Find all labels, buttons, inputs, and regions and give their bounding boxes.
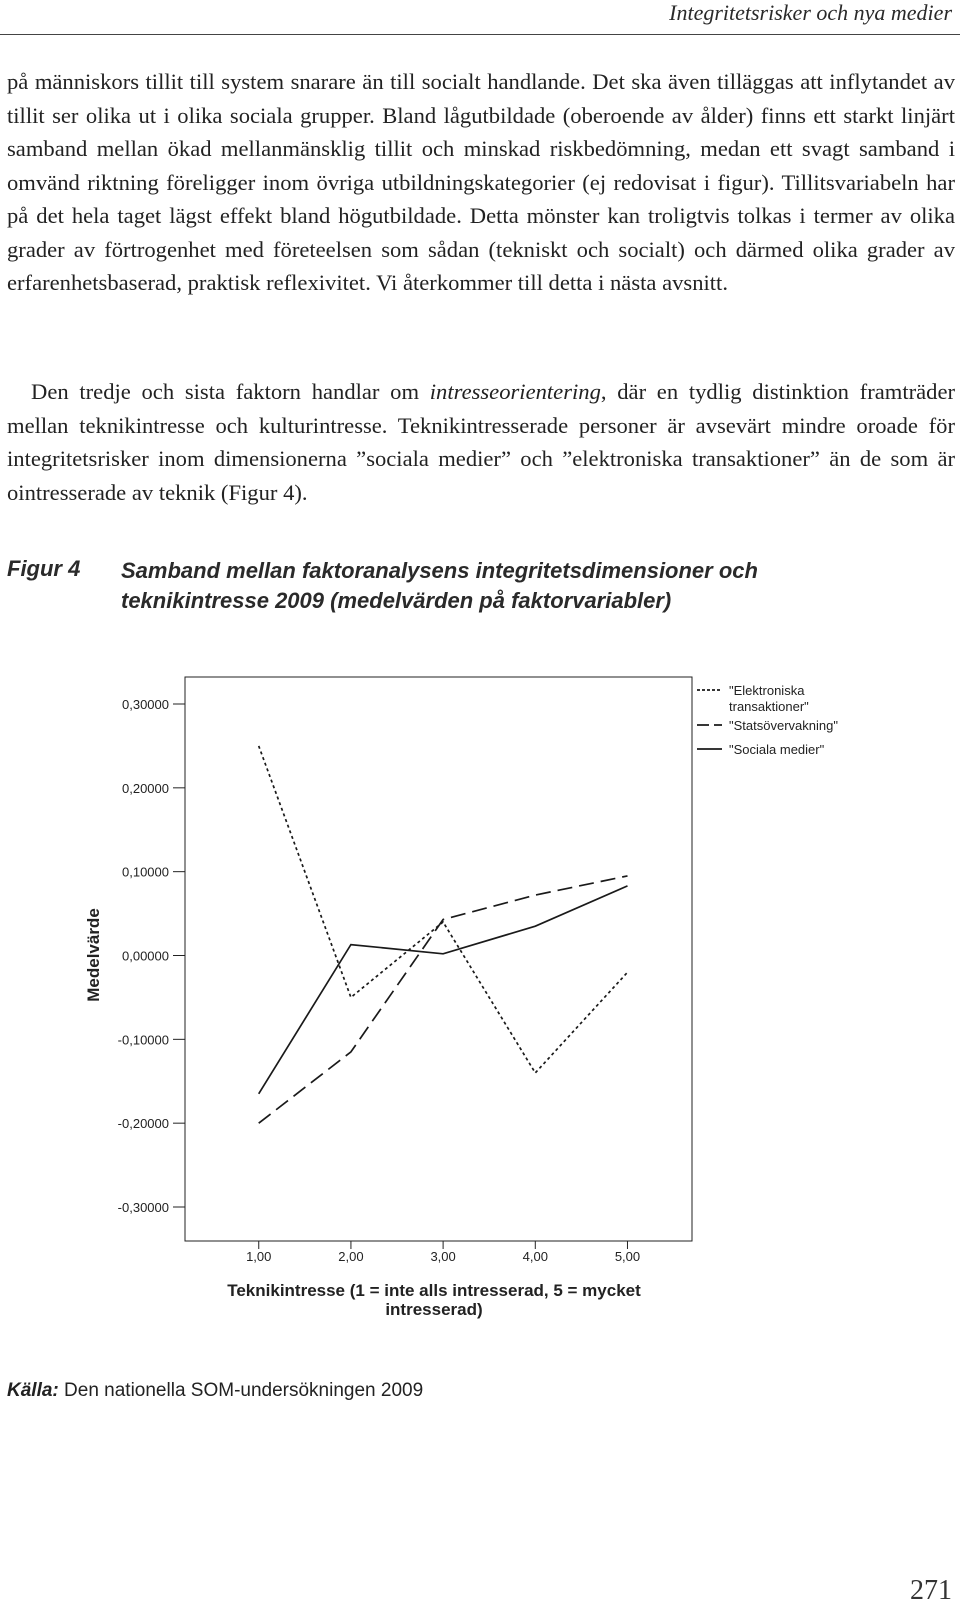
line-chart xyxy=(0,640,960,1370)
y-axis-label: Medelvärde xyxy=(84,908,103,1002)
legend-label: transaktioner" xyxy=(729,699,809,714)
legend-label: "Sociala medier" xyxy=(729,742,825,757)
source-text: Den nationella SOM-undersökningen 2009 xyxy=(58,1380,424,1401)
paragraph-2-start: Den tredje och sista faktorn handlar om xyxy=(31,379,430,404)
plot-area xyxy=(185,677,692,1241)
running-title: Integritetsrisker och nya medier xyxy=(669,0,952,25)
body-paragraph-1 xyxy=(7,65,955,300)
figure-label: Figur 4 xyxy=(7,556,81,581)
paragraph-2-emphasis: intresseorientering xyxy=(429,379,601,404)
paragraph-1-text: på människors tillit till system snarare än till socialt handlande. Det ska även tilläggas att inflytandet av tillit ser olika ut i olika sociala grupper. Bland lågutbildade (oberoende av ålder) finns ett starkt linjärt samband mellan ökad mellanmänsklig tillit och minskad riskbedömning, medan ett svagt samband i omvänd riktning föreligger inom övriga utbildningskategorier (ej redovisat i figur). Tillitsvariabeln har på det hela taget lägst effekt bland högutbildade. Detta mönster kan troligtvis tolkas i termer av olika grader av förtrogenhet med företeelsen som sådan (tekniskt och socialt) och därmed olika grader av erfarenhetsbaserad, praktisk reflexivitet. Vi återkommer till detta i nästa avsnitt. xyxy=(7,69,955,295)
page-number: 271 xyxy=(910,1575,952,1606)
y-tick-label: 0,20000 xyxy=(122,780,169,796)
y-tick-label: -0,20000 xyxy=(117,1116,169,1132)
y-tick-label: 0,30000 xyxy=(122,697,169,712)
x-tick-label: 1,00 xyxy=(246,1249,272,1264)
legend-label: "Elektroniska xyxy=(729,683,805,698)
y-tick-label: 0,00000 xyxy=(122,948,169,964)
x-tick-label: 4,00 xyxy=(522,1249,548,1264)
body-paragraph-2 xyxy=(7,375,955,509)
legend-label: "Statsövervakning" xyxy=(729,718,838,733)
source-label: Källa: xyxy=(7,1380,59,1401)
paragraph-2-end: , där en tydlig distinktion framträder mellan teknikintresse och kulturintresse. Teknikintresserade personer är avsevärt mindre oroade för integritetsrisker inom dimensionerna ”sociala medier” och ”elektroniska transaktioner” än de som är ointresserade av teknik (Figur 4). xyxy=(7,379,956,505)
x-tick-label: 5,00 xyxy=(614,1249,641,1264)
header-rule xyxy=(0,34,960,35)
source-note xyxy=(7,1380,423,1402)
x-tick-label: 2,00 xyxy=(338,1249,364,1264)
x-axis-label: Teknikintresse (1 = inte alls intresserad, 5 = mycket intresserad) xyxy=(227,1281,641,1319)
figure-title: Samband mellan faktoranalysens integritetsdimensioner och teknikintresse 2009 (medelvärden på faktorvariabler) xyxy=(121,558,758,613)
y-tick-label: -0,30000 xyxy=(117,1200,169,1215)
x-tick-label: 3,00 xyxy=(430,1249,456,1264)
y-tick-label: -0,10000 xyxy=(117,1032,169,1048)
y-tick-label: 0,10000 xyxy=(122,864,169,880)
